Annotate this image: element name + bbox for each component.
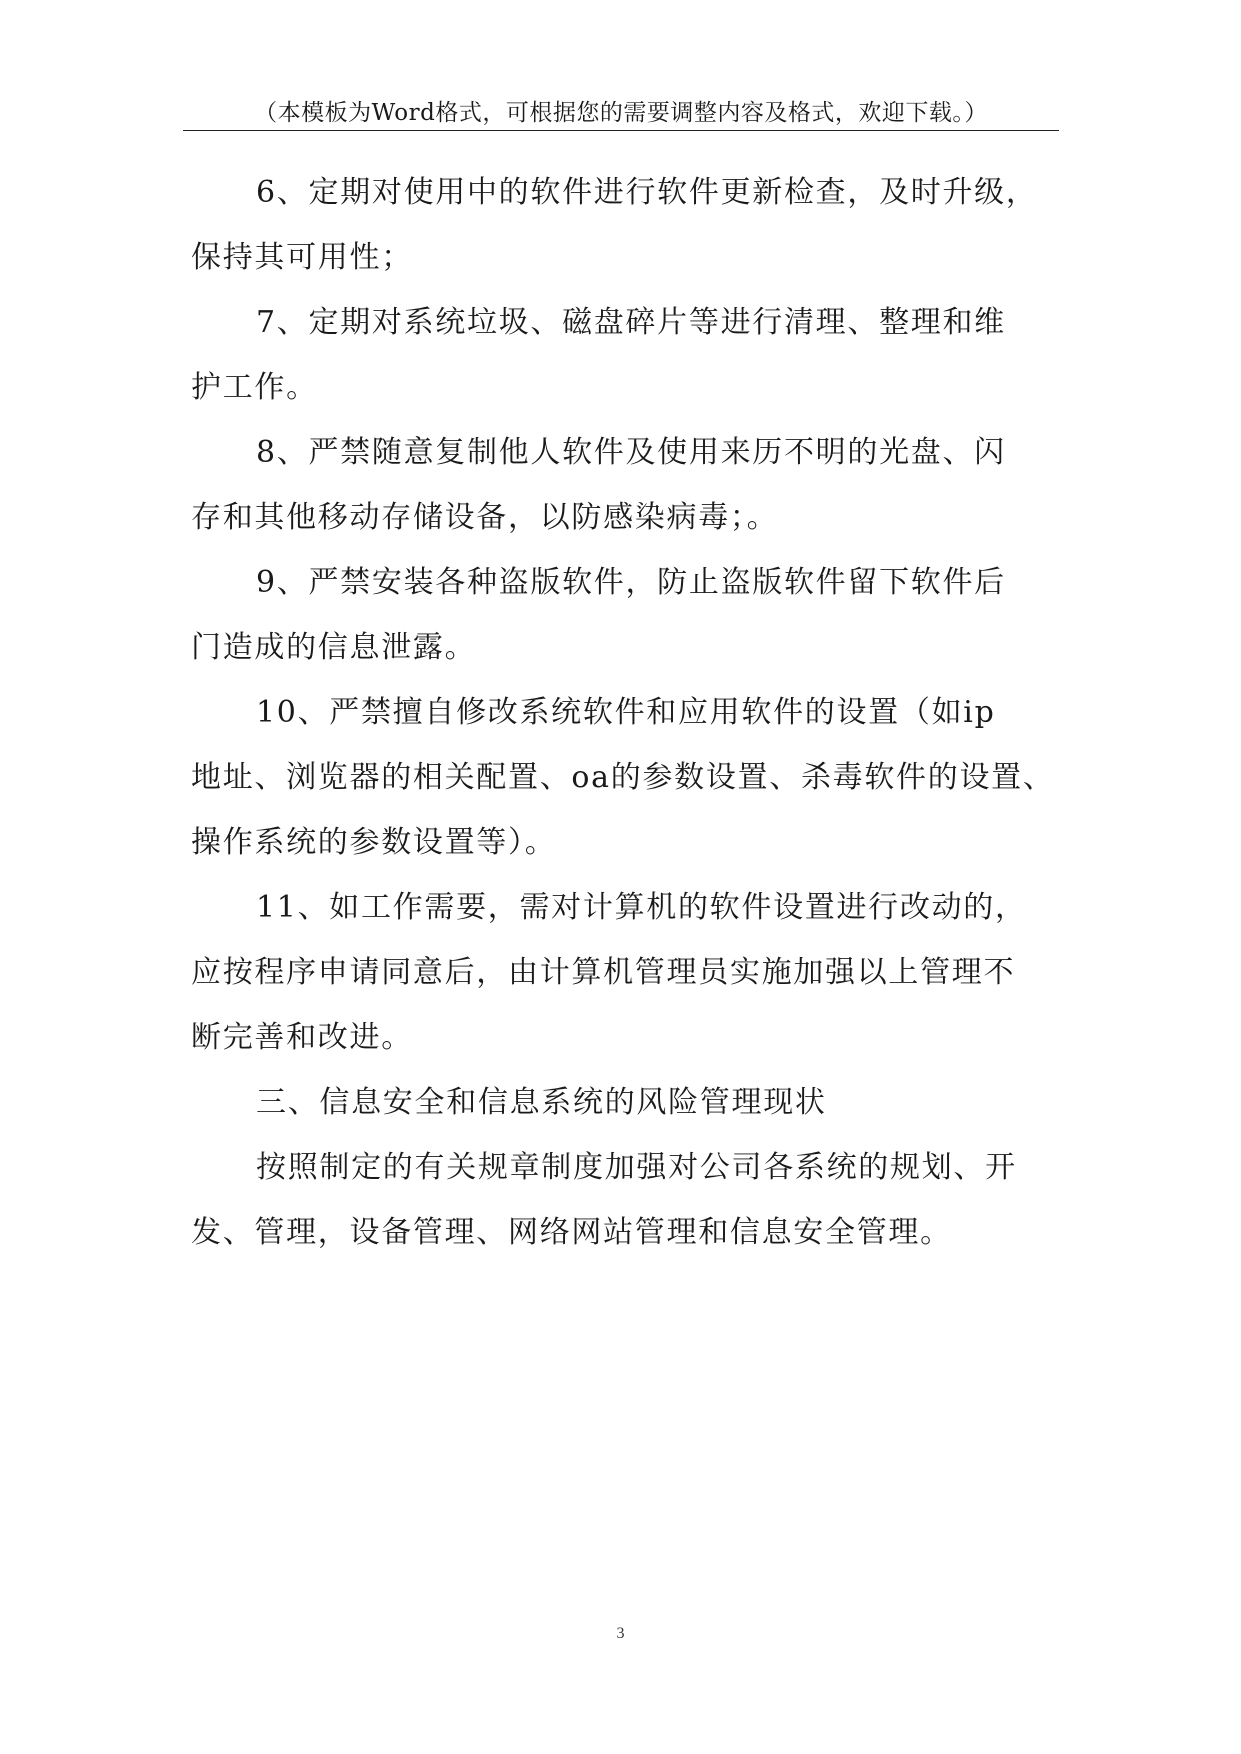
paragraph-line: 6、定期对使用中的软件进行软件更新检查，及时升级， (256, 175, 1038, 210)
paragraph-item-10 (191, 680, 1071, 875)
paragraph-line: 保持其可用性； (191, 240, 413, 275)
paragraph-line: 7、定期对系统垃圾、磁盘碎片等进行清理、整理和维 (256, 305, 1006, 340)
paragraph-item-6 (191, 160, 1071, 290)
paragraph-line: 门造成的信息泄露。 (191, 630, 477, 665)
section-heading-text: 三、信息安全和信息系统的风险管理现状 (256, 1085, 827, 1120)
paragraph-line: 发、管理，设备管理、网络网站管理和信息安全管理。 (191, 1215, 952, 1250)
paragraph-line: 11、如工作需要，需对计算机的软件设置进行改动的， (256, 890, 1027, 925)
paragraph-line: 按照制定的有关规章制度加强对公司各系统的规划、开 (256, 1150, 1017, 1185)
header-note: （本模板为Word格式，可根据您的需要调整内容及格式，欢迎下载。） (254, 100, 988, 126)
header-divider (183, 130, 1059, 131)
paragraph-line: 操作系统的参数设置等）。 (191, 825, 557, 860)
paragraph-line: 10、严禁擅自修改系统软件和应用软件的设置（如ip (256, 695, 996, 730)
paragraph-item-7 (191, 290, 1071, 420)
body-text (191, 160, 1071, 1265)
section-heading (191, 1070, 1071, 1135)
paragraph-line: 应按程序申请同意后，由计算机管理员实施加强以上管理不 (191, 955, 1016, 990)
paragraph-line: 护工作。 (191, 370, 318, 405)
paragraph-line: 断完善和改进。 (191, 1020, 413, 1055)
paragraph-section-body (191, 1135, 1071, 1265)
paragraph-line: 9、严禁安装各种盗版软件，防止盗版软件留下软件后 (256, 565, 1006, 600)
paragraph-line: 8、严禁随意复制他人软件及使用来历不明的光盘、闪 (256, 435, 1006, 470)
paragraph-line: 地址、浏览器的相关配置、oa的参数设置、杀毒软件的设置、 (191, 760, 1055, 795)
paragraph-item-8 (191, 420, 1071, 550)
page-number: 3 (616, 1625, 625, 1642)
paragraph-item-9 (191, 550, 1071, 680)
paragraph-item-11 (191, 875, 1071, 1070)
paragraph-line: 存和其他移动存储设备，以防感染病毒；。 (191, 500, 779, 535)
